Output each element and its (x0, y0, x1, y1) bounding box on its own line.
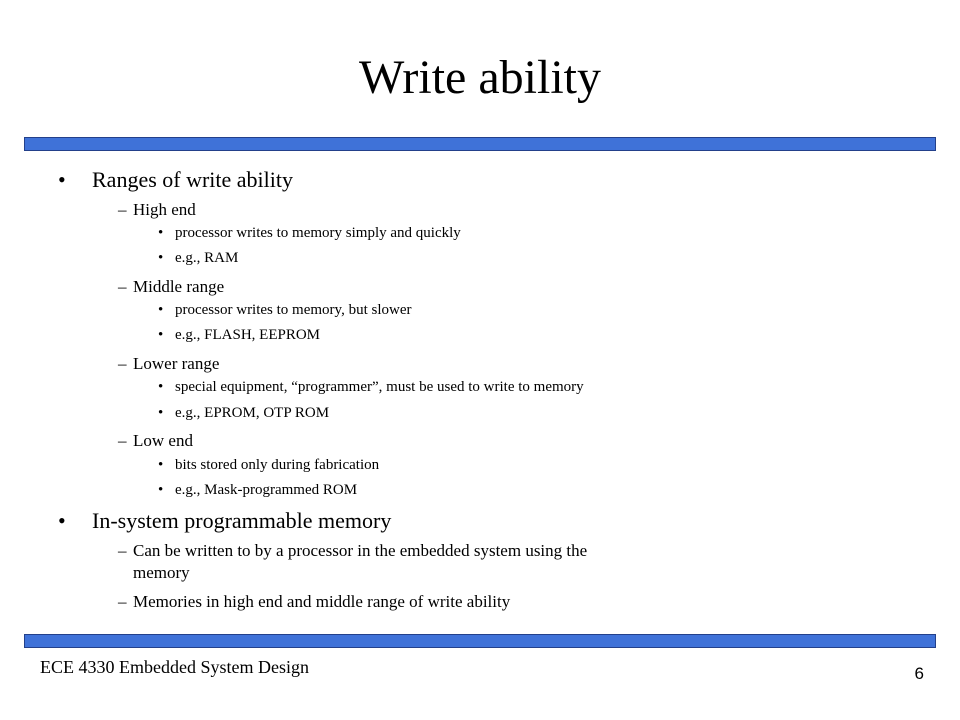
bullet-item: In-system programmable memory (92, 508, 392, 533)
bullet-marker: • (58, 167, 66, 192)
sub-sub-item: processor writes to memory, but slower (175, 302, 412, 318)
sub-bullet-marker: • (158, 405, 164, 421)
sub-bullet-marker: • (158, 302, 164, 318)
sub-item: Middle range (133, 277, 225, 296)
footer-course-title: ECE 4330 Embedded System Design (40, 657, 309, 677)
footer-divider-bar (24, 634, 936, 648)
sub-item: Lower range (133, 354, 220, 373)
bullet-marker: • (58, 508, 66, 533)
sub-sub-item: special equipment, “programmer”, must be used to write to memory (175, 379, 584, 395)
sub-sub-item: e.g., EPROM, OTP ROM (175, 405, 330, 421)
sub-item: Memories in high end and middle range of write ability (133, 592, 511, 611)
dash-marker: – (118, 431, 127, 450)
dash-marker: – (118, 541, 127, 560)
sub-item: Can be written to by a processor in the embedded system using the (133, 541, 588, 560)
sub-bullet-marker: • (158, 482, 164, 498)
page-number: 6 (914, 664, 924, 683)
sub-sub-item: e.g., RAM (175, 250, 239, 266)
sub-sub-item: e.g., FLASH, EEPROM (175, 327, 321, 343)
dash-marker: – (118, 592, 127, 611)
slide-title: Write ability (359, 51, 601, 104)
sub-bullet-marker: • (158, 327, 164, 343)
dash-marker: – (118, 200, 127, 219)
sub-item: High end (133, 200, 196, 219)
sub-sub-item: e.g., Mask-programmed ROM (175, 482, 358, 498)
sub-sub-item: bits stored only during fabrication (175, 457, 380, 473)
sub-sub-item: processor writes to memory simply and quickly (175, 225, 461, 241)
sub-bullet-marker: • (158, 457, 164, 473)
bullet-item: Ranges of write ability (92, 167, 294, 192)
dash-marker: – (118, 277, 127, 296)
dash-marker: – (118, 354, 127, 373)
sub-bullet-marker: • (158, 225, 164, 241)
sub-item-continuation: memory (133, 563, 190, 582)
sub-bullet-marker: • (158, 250, 164, 266)
sub-bullet-marker: • (158, 379, 164, 395)
sub-item: Low end (133, 431, 193, 450)
